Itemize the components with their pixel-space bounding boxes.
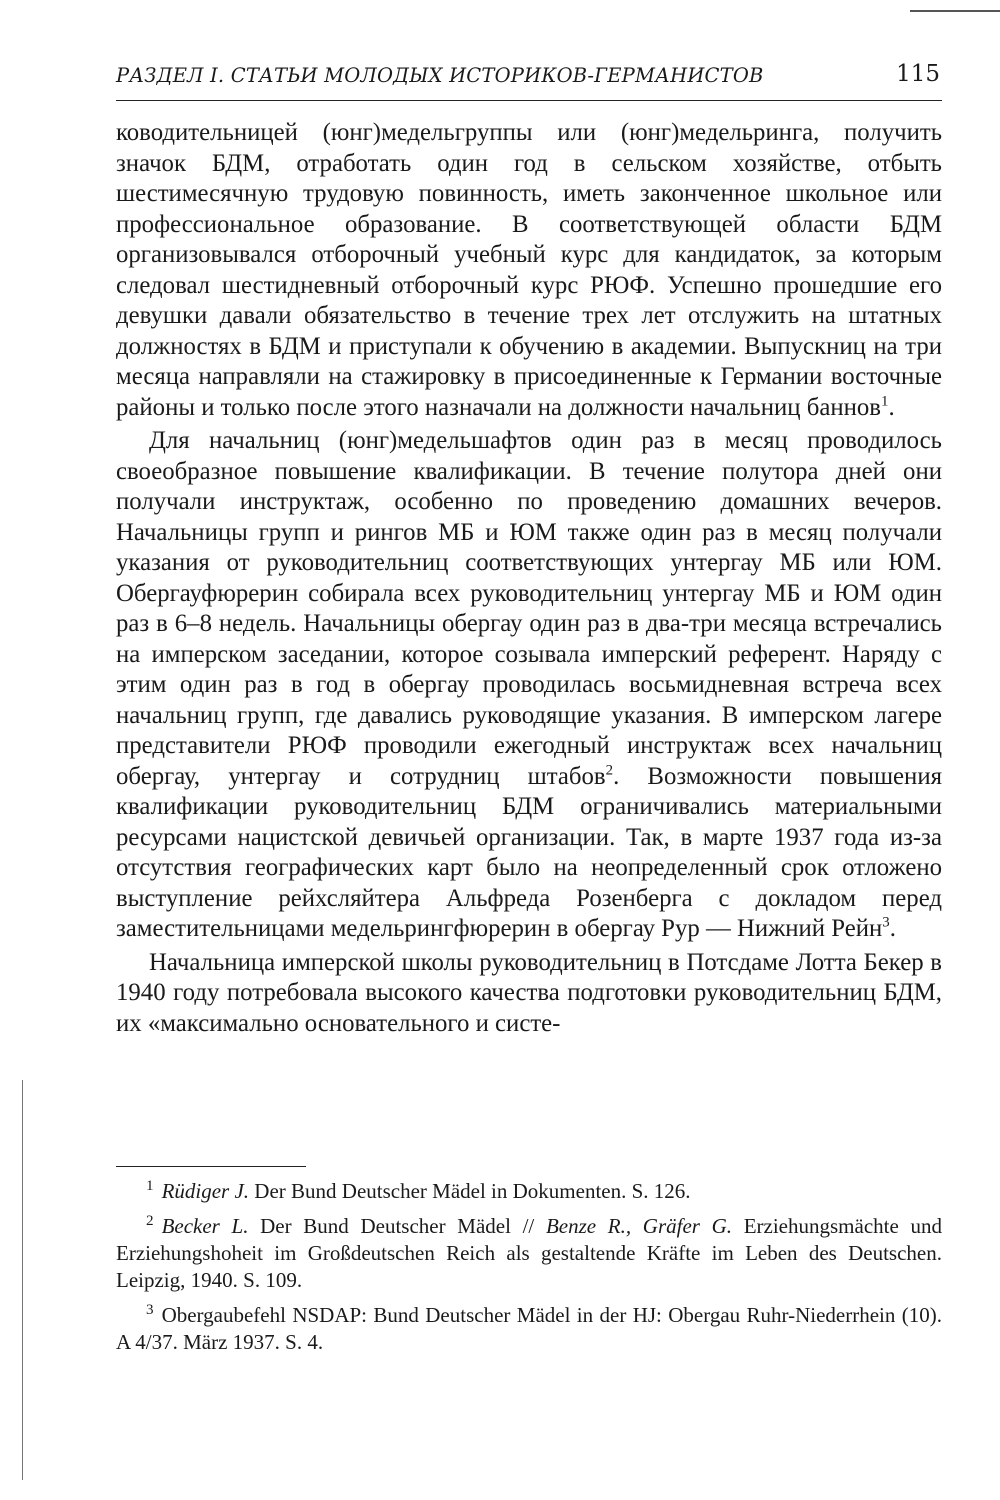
footnote-3: $^3$ Obergaubefehl NSDAP: Bund Deutscher Mädel in der HJ: Obergau Ruhr-Niederrhein (10). A 4/37. März 1937. S. 4. <box>116 1302 942 1354</box>
main-text <box>116 118 942 1039</box>
paragraph-3: Начальница имперской школы руководительниц в Потсдаме Лотта Бекер в 1940 году потребовала высокого качества подготовки руководительниц БДМ, их «максимально основательного и систе- <box>116 948 942 1037</box>
page-number: 115 <box>896 61 940 87</box>
footnote-separator <box>116 1166 306 1167</box>
footnote-ref-3: 3 <box>882 914 890 931</box>
footnotes <box>116 1178 942 1364</box>
footnote-1: $^1$ Rüdiger J. Der Bund Deutscher Mädel in Dokumenten. S. 126. <box>146 1178 691 1203</box>
footnote-ref-2: 2 <box>605 762 614 779</box>
footnote-ref-1: 1 <box>881 393 889 410</box>
running-head <box>116 60 942 101</box>
footnote-2: $^2$ Becker L. Der Bund Deutscher Mädel // Benze R., Gräfer G. Erziehungsmächte und Erziehungshoheit im Großdeutschen Reich als gestaltende Kräfte im Leben des Deutschen. Leipzig, 1940. S. 109. <box>116 1213 942 1292</box>
scan-gutter-line <box>22 1080 23 1480</box>
paragraph-2: Для начальниц (юнг)медельшафтов один раз в месяц проводилось своеобразное повышение квалификации. В течение полутора дней они получали инструктаж, особенно по проведению домашних вечеров. Начальницы групп и рингов МБ и ЮМ также один раз в месяц получали указания от руководительниц соответствующих унтергау МБ или ЮМ. Обергауфюрерин собирала всех руководительниц унтергау МБ и ЮМ один раз в 6–8 недель. Начальницы обергау один раз в два-три месяца встречались на имперском заседании, которое созывала имперский референт. Наряду с этим один раз в год в обергау проводилась восьмидневная встреча всех начальниц групп, где давались руководящие указания. В имперском лагере представители РЮФ проводили ежегодный инструктаж всех начальниц обергау, унтергау и сотрудниц штабов$^2$. Возможности повышения квалификации руководительниц БДМ ограничивались материальными ресурсами нацистской девичьей организации. Так, в марте 1937 года из-за отсутствия географических карт было на неопределенный срок отложено выступление рейхсляйтера Альфреда Розенберга с докладом перед заместительницами медельрингфюрерин в обергау Рур — Нижний Рейн$^3$. <box>116 427 942 942</box>
section-title: РАЗДЕЛ I. СТАТЬИ МОЛОДЫХ ИСТОРИКОВ-ГЕРМАНИСТОВ <box>116 64 764 87</box>
paragraph-1: ководительницей (юнг)медельгруппы или (юнг)медельринга, получить значок БДМ, отработать один год в сельском хозяйстве, отбыть шестимесячную трудовую повинность, иметь законченное школьное или профессиональное образование. В соответствующей области БДМ организовывался отборочный учебный курс для кандидаток, за которым следовал шестидневный отборочный курс РЮФ. Успешно прошедшие его девушки давали обязательство в течение трех лет отслужить на штатных должностях в БДМ и приступали к обучению в академии. Выпускниц на три месяца направляли на стажировку в присоединенные к Германии восточные районы и только после этого назначали на должности начальниц баннов$^1$. <box>116 119 942 421</box>
scan-corner-mark <box>910 0 1000 12</box>
